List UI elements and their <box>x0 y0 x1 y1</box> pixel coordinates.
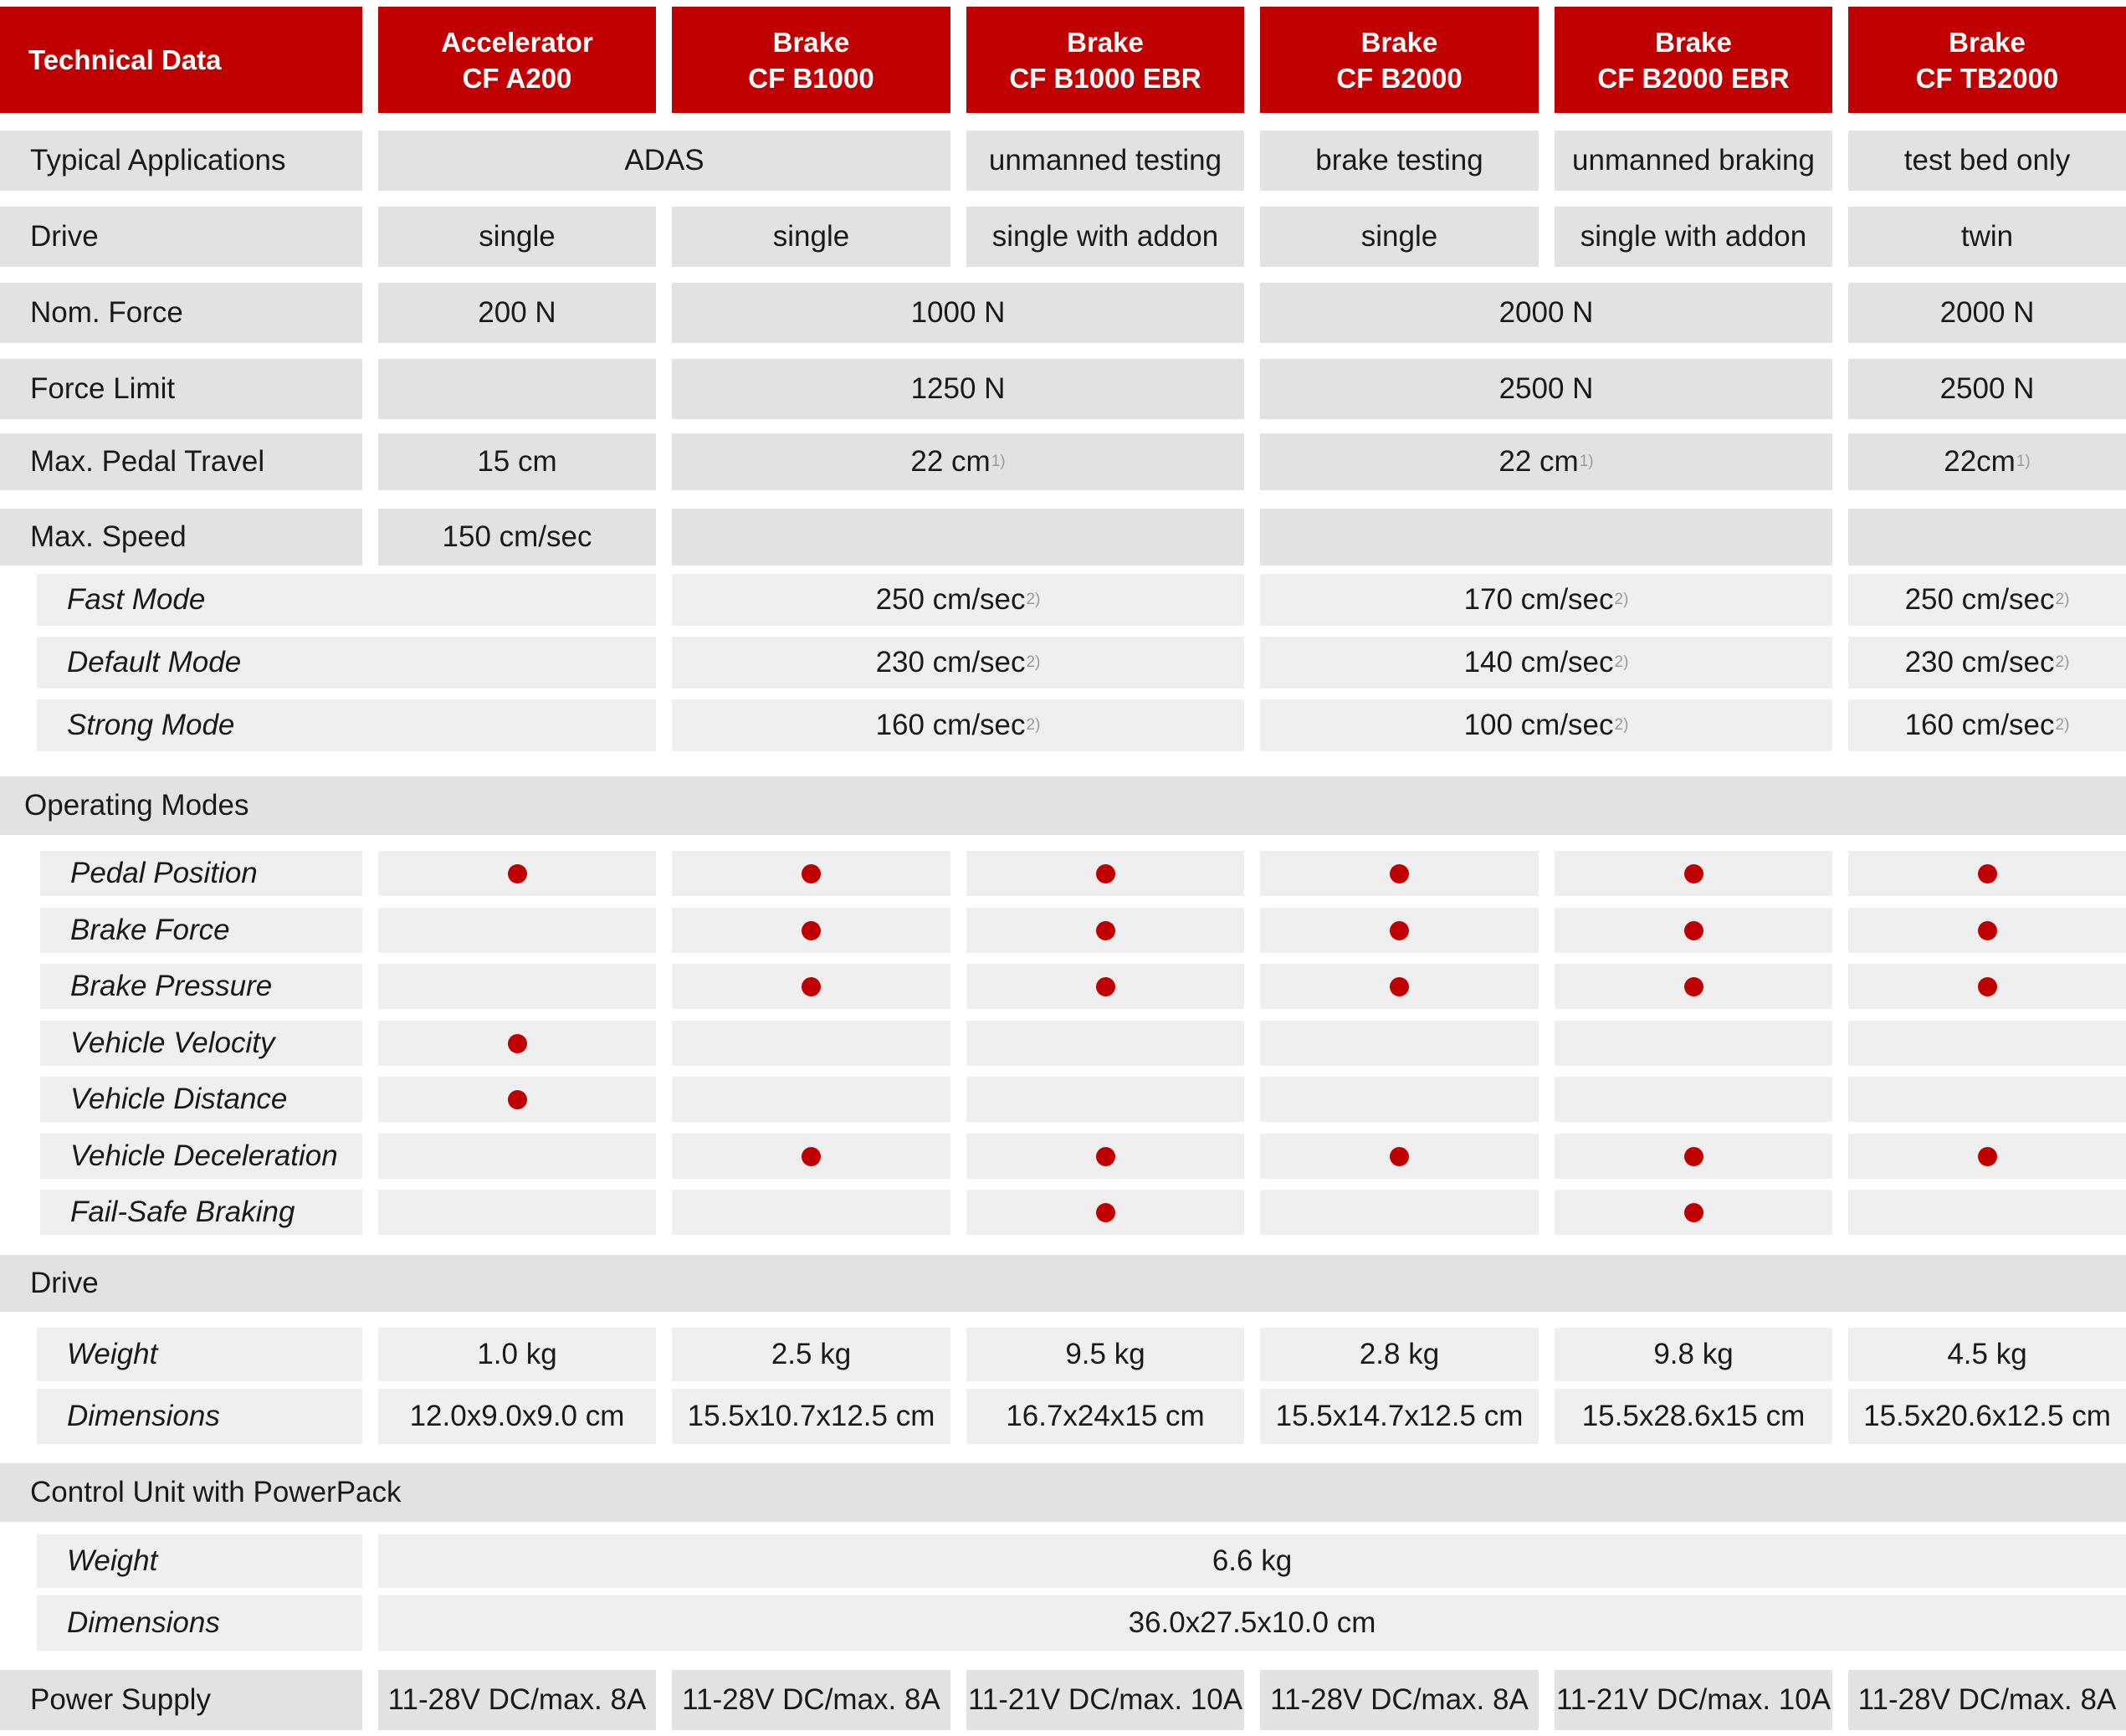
fast-mode-tb2000: 250 cm/sec 2) <box>1848 574 2126 626</box>
drive-value: single <box>672 207 950 267</box>
supported-indicator-dot <box>802 864 821 883</box>
speed-value: 160 cm/sec <box>875 709 1026 741</box>
pedal-travel-b2000: 22 cm 1) <box>1260 433 1832 490</box>
supported-indicator-dot <box>1390 921 1409 940</box>
product-model: CF B1000 <box>748 62 874 94</box>
drive-weight: 1.0 kg <box>378 1328 656 1381</box>
control-unit-dimensions: 36.0x27.5x10.0 cm <box>378 1595 2126 1651</box>
operating-mode-cell <box>966 1190 1244 1235</box>
operating-mode-cell <box>1260 851 1539 896</box>
row-label-drive-dimensions: Dimensions <box>37 1389 362 1444</box>
operating-mode-cell <box>378 964 656 1009</box>
supported-indicator-dot <box>802 1147 821 1166</box>
drive-weight: 4.5 kg <box>1848 1328 2126 1381</box>
product-header-b1000 <box>672 7 950 113</box>
operating-mode-cell <box>672 1021 950 1066</box>
applications-adas: ADAS <box>378 131 950 191</box>
operating-mode-label: Vehicle Distance <box>40 1077 362 1122</box>
drive-value: single with addon <box>1555 207 1832 267</box>
supported-indicator-dot <box>1096 977 1115 996</box>
row-label-fast-mode: Fast Mode <box>37 574 656 626</box>
supported-indicator-dot <box>802 977 821 996</box>
drive-dimensions: 15.5x28.6x15 cm <box>1555 1389 1832 1444</box>
nom-force-b2000: 2000 N <box>1260 283 1832 343</box>
operating-mode-cell <box>1555 908 1832 953</box>
operating-mode-label: Brake Force <box>40 908 362 953</box>
nom-force-a200: 200 N <box>378 283 656 343</box>
operating-mode-cell <box>378 1134 656 1179</box>
drive-weight: 2.8 kg <box>1260 1328 1539 1381</box>
force-limit-a200 <box>378 359 656 419</box>
supported-indicator-dot <box>1978 921 1997 940</box>
operating-mode-cell <box>966 851 1244 896</box>
table-title <box>0 7 362 113</box>
product-model: CF B2000 <box>1336 62 1463 94</box>
supported-indicator-dot <box>1978 1147 1997 1166</box>
supported-indicator-dot <box>1684 921 1703 940</box>
drive-dimensions: 15.5x10.7x12.5 cm <box>672 1389 950 1444</box>
operating-mode-cell <box>672 908 950 953</box>
supported-indicator-dot <box>1684 1147 1703 1166</box>
power-supply-value: 11-28V DC/max. 8A <box>1848 1670 2126 1730</box>
default-mode-tb2000: 230 cm/sec 2) <box>1848 637 2126 689</box>
operating-mode-cell <box>966 1021 1244 1066</box>
section-operating-modes: Operating Modes <box>0 776 2126 835</box>
drive-value: single <box>1260 207 1539 267</box>
product-type: Brake <box>772 26 850 58</box>
power-supply-value: 11-21V DC/max. 10A <box>1555 1670 1832 1730</box>
speed-value: 250 cm/sec <box>1904 583 2055 616</box>
power-supply-value: 11-28V DC/max. 8A <box>1260 1670 1539 1730</box>
supported-indicator-dot <box>508 1034 527 1053</box>
pedal-travel-b1000: 22 cm 1) <box>672 433 1244 490</box>
operating-mode-cell <box>672 1190 950 1235</box>
supported-indicator-dot <box>508 1090 527 1109</box>
row-label-default-mode: Default Mode <box>37 637 656 689</box>
operating-mode-cell <box>1555 1134 1832 1179</box>
supported-indicator-dot <box>1684 1203 1703 1222</box>
drive-weight: 9.8 kg <box>1555 1328 1832 1381</box>
operating-mode-label: Brake Pressure <box>40 964 362 1009</box>
operating-mode-cell <box>1260 1134 1539 1179</box>
max-speed-b2000 <box>1260 509 1832 566</box>
control-unit-weight: 6.6 kg <box>378 1534 2126 1588</box>
operating-mode-cell <box>1848 1021 2126 1066</box>
operating-mode-label: Fail-Safe Braking <box>40 1190 362 1235</box>
pedal-travel-value: 22 cm <box>910 445 991 478</box>
drive-dimensions: 15.5x20.6x12.5 cm <box>1848 1389 2126 1444</box>
drive-value: twin <box>1848 207 2126 267</box>
default-mode-b2000: 140 cm/sec 2) <box>1260 637 1832 689</box>
pedal-travel-value: 22 cm <box>1498 445 1579 478</box>
operating-mode-cell <box>1555 1077 1832 1122</box>
supported-indicator-dot <box>1390 864 1409 883</box>
product-type: Accelerator <box>441 26 593 58</box>
operating-mode-cell <box>1848 851 2126 896</box>
row-label-nom-force: Nom. Force <box>0 283 362 343</box>
operating-mode-cell <box>672 851 950 896</box>
section-drive: Drive <box>0 1255 2126 1312</box>
supported-indicator-dot <box>1684 977 1703 996</box>
fast-mode-b1000: 250 cm/sec 2) <box>672 574 1244 626</box>
pedal-travel-a200: 15 cm <box>378 433 656 490</box>
operating-mode-cell <box>378 1021 656 1066</box>
operating-mode-cell <box>672 1077 950 1122</box>
fast-mode-b2000: 170 cm/sec 2) <box>1260 574 1832 626</box>
force-limit-b2000: 2500 N <box>1260 359 1832 419</box>
product-type: Brake <box>1067 26 1144 58</box>
drive-value: single <box>378 207 656 267</box>
operating-mode-cell <box>1848 1077 2126 1122</box>
operating-mode-cell <box>966 1077 1244 1122</box>
speed-value: 160 cm/sec <box>1904 709 2055 741</box>
operating-mode-cell <box>966 1134 1244 1179</box>
max-speed-tb2000 <box>1848 509 2126 566</box>
operating-mode-cell <box>1555 1190 1832 1235</box>
speed-value: 170 cm/sec <box>1463 583 1614 616</box>
product-type: Brake <box>1655 26 1732 58</box>
operating-mode-cell <box>1555 851 1832 896</box>
power-supply-value: 11-21V DC/max. 10A <box>966 1670 1244 1730</box>
pedal-travel-tb2000: 22cm 1) <box>1848 433 2126 490</box>
product-model: CF B1000 EBR <box>1009 62 1201 94</box>
supported-indicator-dot <box>1684 864 1703 883</box>
row-label-drive-weight: Weight <box>37 1328 362 1381</box>
supported-indicator-dot <box>1390 1147 1409 1166</box>
power-supply-value: 11-28V DC/max. 8A <box>378 1670 656 1730</box>
row-label-power-supply: Power Supply <box>0 1670 362 1730</box>
section-control-unit: Control Unit with PowerPack <box>0 1463 2126 1522</box>
applications-b2000-ebr: unmanned braking <box>1555 131 1832 191</box>
operating-mode-cell <box>1848 964 2126 1009</box>
row-label-pedal-travel: Max. Pedal Travel <box>0 433 362 490</box>
product-model: CF B2000 EBR <box>1597 62 1790 94</box>
row-label-applications: Typical Applications <box>0 131 362 191</box>
supported-indicator-dot <box>802 921 821 940</box>
speed-value: 100 cm/sec <box>1463 709 1614 741</box>
operating-mode-cell <box>1848 908 2126 953</box>
row-label-cu-weight: Weight <box>37 1534 362 1588</box>
supported-indicator-dot <box>1096 921 1115 940</box>
applications-tb2000: test bed only <box>1848 131 2126 191</box>
operating-mode-cell <box>1260 1077 1539 1122</box>
operating-mode-cell <box>1555 964 1832 1009</box>
product-header-b2000 <box>1260 7 1539 113</box>
drive-weight: 2.5 kg <box>672 1328 950 1381</box>
supported-indicator-dot <box>1978 864 1997 883</box>
supported-indicator-dot <box>1978 977 1997 996</box>
row-label-force-limit: Force Limit <box>0 359 362 419</box>
pedal-travel-value: 22cm <box>1944 445 2016 478</box>
operating-mode-cell <box>672 964 950 1009</box>
product-header-a200 <box>378 7 656 113</box>
speed-value: 140 cm/sec <box>1463 646 1614 679</box>
speed-value: 250 cm/sec <box>875 583 1026 616</box>
table-title-text: Technical Data <box>28 44 222 75</box>
operating-mode-cell <box>1555 1021 1832 1066</box>
operating-mode-cell <box>378 1190 656 1235</box>
product-model: CF A200 <box>462 62 572 94</box>
product-type: Brake <box>1360 26 1438 58</box>
operating-mode-cell <box>1260 1021 1539 1066</box>
operating-mode-cell <box>1260 908 1539 953</box>
drive-dimensions: 12.0x9.0x9.0 cm <box>378 1389 656 1444</box>
applications-b2000: brake testing <box>1260 131 1539 191</box>
operating-mode-cell <box>378 908 656 953</box>
drive-value: single with addon <box>966 207 1244 267</box>
product-header-tb2000 <box>1848 7 2126 113</box>
operating-mode-label: Vehicle Deceleration <box>40 1134 362 1179</box>
operating-mode-cell <box>1260 964 1539 1009</box>
operating-mode-cell <box>672 1134 950 1179</box>
supported-indicator-dot <box>508 864 527 883</box>
speed-value: 230 cm/sec <box>1904 646 2055 679</box>
operating-mode-cell <box>378 851 656 896</box>
operating-mode-cell <box>378 1077 656 1122</box>
operating-mode-cell <box>1848 1190 2126 1235</box>
operating-mode-label: Vehicle Velocity <box>40 1021 362 1066</box>
drive-dimensions: 15.5x14.7x12.5 cm <box>1260 1389 1539 1444</box>
speed-value: 230 cm/sec <box>875 646 1026 679</box>
operating-mode-cell <box>966 964 1244 1009</box>
supported-indicator-dot <box>1096 864 1115 883</box>
operating-mode-cell <box>1848 1134 2126 1179</box>
row-label-max-speed: Max. Speed <box>0 509 362 566</box>
force-limit-tb2000: 2500 N <box>1848 359 2126 419</box>
force-limit-b1000: 1250 N <box>672 359 1244 419</box>
supported-indicator-dot <box>1096 1147 1115 1166</box>
operating-mode-label: Pedal Position <box>40 851 362 896</box>
max-speed-b1000 <box>672 509 1244 566</box>
product-header-b2000-ebr <box>1555 7 1832 113</box>
nom-force-b1000: 1000 N <box>672 283 1244 343</box>
product-model: CF TB2000 <box>1915 62 2059 94</box>
row-label-cu-dimensions: Dimensions <box>37 1595 362 1651</box>
power-supply-value: 11-28V DC/max. 8A <box>672 1670 950 1730</box>
row-label-strong-mode: Strong Mode <box>37 699 656 751</box>
product-header-b1000-ebr <box>966 7 1244 113</box>
strong-mode-b2000: 100 cm/sec 2) <box>1260 699 1832 751</box>
product-type: Brake <box>1949 26 2026 58</box>
operating-mode-cell <box>1260 1190 1539 1235</box>
max-speed-a200: 150 cm/sec <box>378 509 656 566</box>
default-mode-b1000: 230 cm/sec 2) <box>672 637 1244 689</box>
nom-force-tb2000: 2000 N <box>1848 283 2126 343</box>
operating-mode-cell <box>966 908 1244 953</box>
applications-b1000-ebr: unmanned testing <box>966 131 1244 191</box>
supported-indicator-dot <box>1390 977 1409 996</box>
strong-mode-b1000: 160 cm/sec 2) <box>672 699 1244 751</box>
drive-weight: 9.5 kg <box>966 1328 1244 1381</box>
strong-mode-tb2000: 160 cm/sec 2) <box>1848 699 2126 751</box>
row-label-drive: Drive <box>0 207 362 267</box>
supported-indicator-dot <box>1096 1203 1115 1222</box>
drive-dimensions: 16.7x24x15 cm <box>966 1389 1244 1444</box>
